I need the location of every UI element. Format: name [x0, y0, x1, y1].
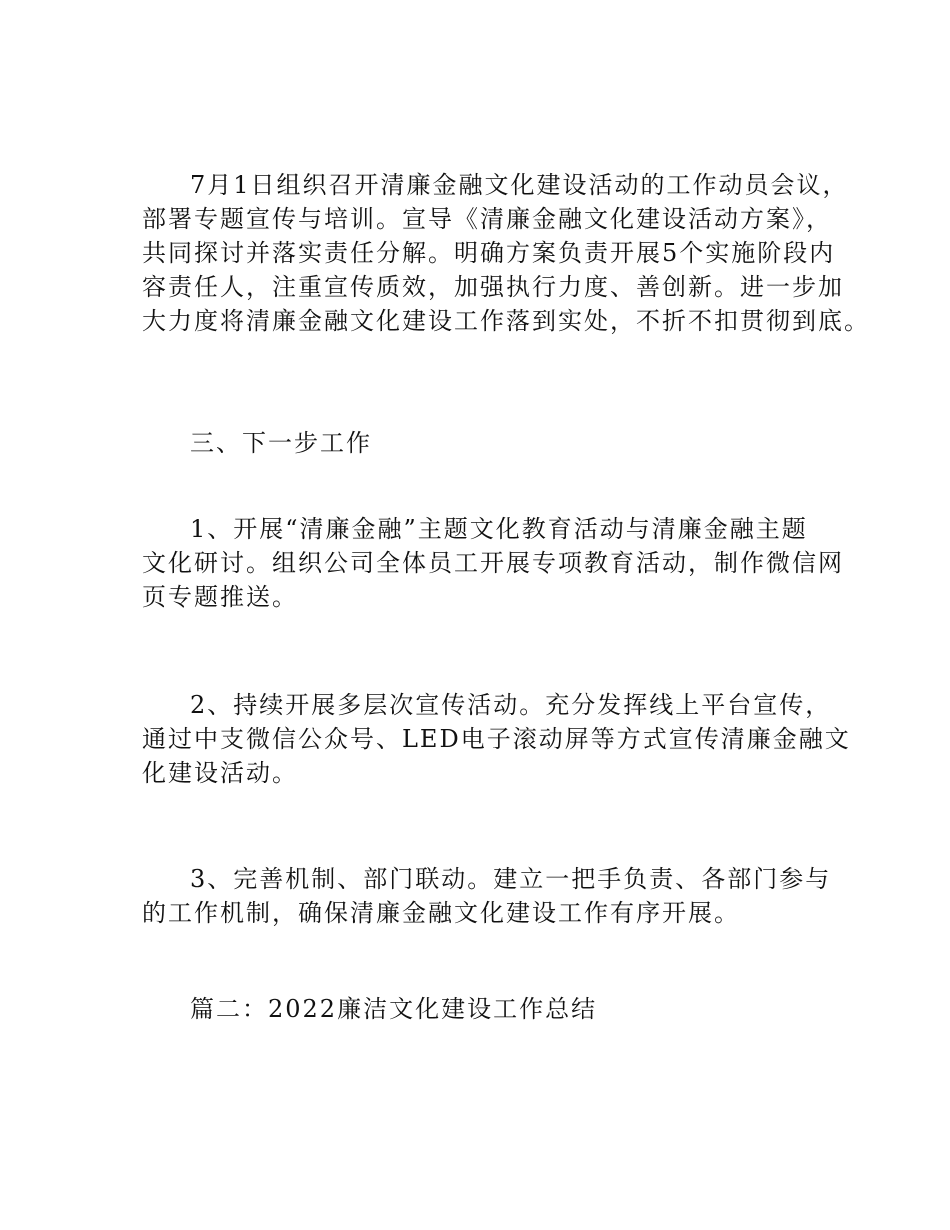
- text-line: 2、持续开展多层次宣传活动。充分发挥线上平台宣传，: [190, 691, 832, 719]
- text-line: 部署专题宣传与培训。宣导《清廉金融文化建设活动方案》，: [142, 205, 832, 233]
- text-line: 篇二：2022廉洁文化建设工作总结: [190, 995, 598, 1023]
- text-line: 大力度将清廉金融文化建设工作落到实处，不折不扣贯彻到底。: [142, 307, 870, 335]
- text-line: 3、完善机制、部门联动。建立一把手负责、各部门参与: [190, 865, 832, 893]
- text-line: 7月1日组织召开清廉金融文化建设活动的工作动员会议，: [190, 171, 849, 199]
- text-line: 页专题推送。: [142, 583, 298, 611]
- text-line: 化建设活动。: [142, 759, 298, 787]
- section-heading-next-steps: [142, 426, 832, 460]
- text-line: 容责任人，注重宣传质效，加强执行力度、善创新。进一步加: [142, 273, 844, 301]
- paragraph-meeting-summary: [142, 168, 870, 338]
- text-line: 1、开展“清廉金融”主题文化教育活动与清廉金融主题: [190, 515, 808, 543]
- paragraph-item-2: [142, 688, 851, 790]
- section-title-part-two: [142, 992, 832, 1026]
- paragraph-item-3: [142, 862, 832, 930]
- text-line: 共同探讨并落实责任分解。明确方案负责开展5个实施阶段内: [142, 239, 836, 267]
- text-line: 通过中支微信公众号、LED电子滚动屏等方式宣传清廉金融文: [142, 725, 851, 753]
- text-line: 文化研讨。组织公司全体员工开展专项教育活动，制作微信网: [142, 549, 844, 577]
- text-line: 三、下一步工作: [190, 429, 372, 457]
- text-line: 的工作机制，确保清廉金融文化建设工作有序开展。: [142, 899, 740, 927]
- paragraph-item-1: [142, 512, 844, 614]
